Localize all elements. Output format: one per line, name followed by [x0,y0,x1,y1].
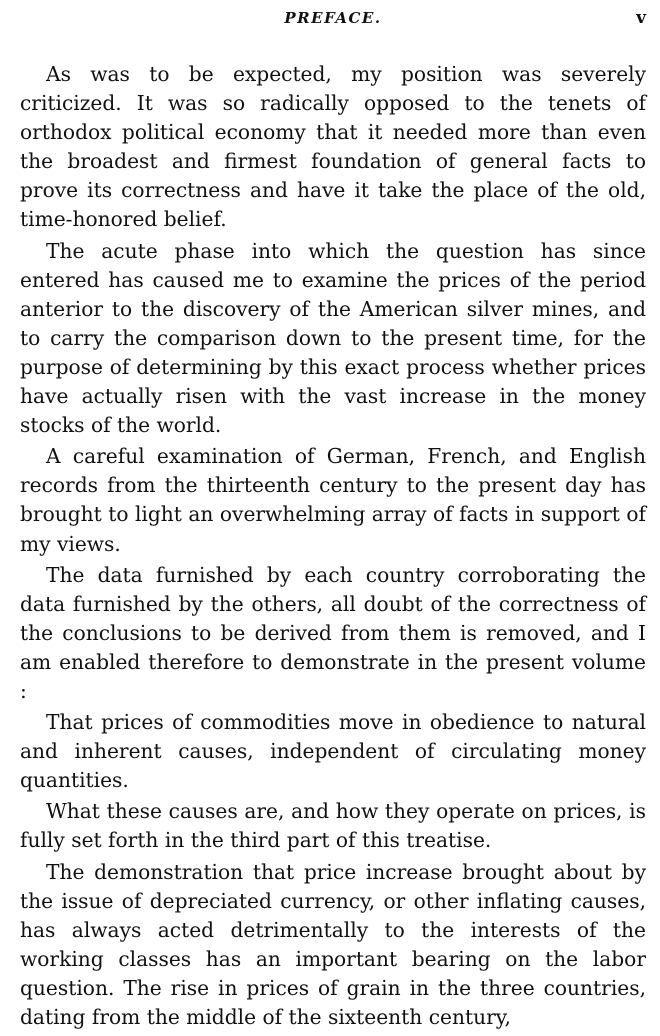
paragraph-criticism: As was to be expected, my position was severely criticized. It was so radically opposed to the tenets of orthodox political economy that it needed more than even the broadest and firmest foundation of general facts to prove its correctness and have it take the place of the old, time-honored belief. [20,62,646,232]
running-head: PREFACE. [284,9,382,27]
paragraph-acute-phase: The acute phase into which the question has since entered has caused me to examine the prices of the period anterior to the discovery of the American silver mines, and to carry the comparison down to the present time, for the purpose of determining by this exact process whether prices have actually risen with the vast increase in the money stocks of the world. [20,238,646,438]
paragraph-examination: A careful examination of German, French, and English records from the thirteenth century to the present day has brought to light an overwhelming array of facts in support of my views. [20,444,646,556]
page-header [20,4,646,32]
paragraph-demonstration: The demonstration that price increase brought about by the issue of depreciated currency, or other inflating causes, has always acted detrimentally to the interests of the working classes has an important bearing on the labor question. The rise in prices of grain in the three countries, dating from the middle of the sixteenth century, [20,859,646,1029]
body-text [20,60,646,1034]
paragraph-data-furnished: The data furnished by each country corroborating the data furnished by the others, all doubt of the correctness of the conclusions to be derived from them is removed, and I am enabled therefore to demonstrate in the present volume : [20,562,646,703]
page-number: v [636,8,646,28]
paragraph-causes: What these causes are, and how they operate on prices, is fully set forth in the third part of this treatise. [20,799,646,853]
paragraph-prices-of-commodities: That prices of commodities move in obedience to natural and inherent causes, independent of circulating money quantities. [20,710,646,793]
